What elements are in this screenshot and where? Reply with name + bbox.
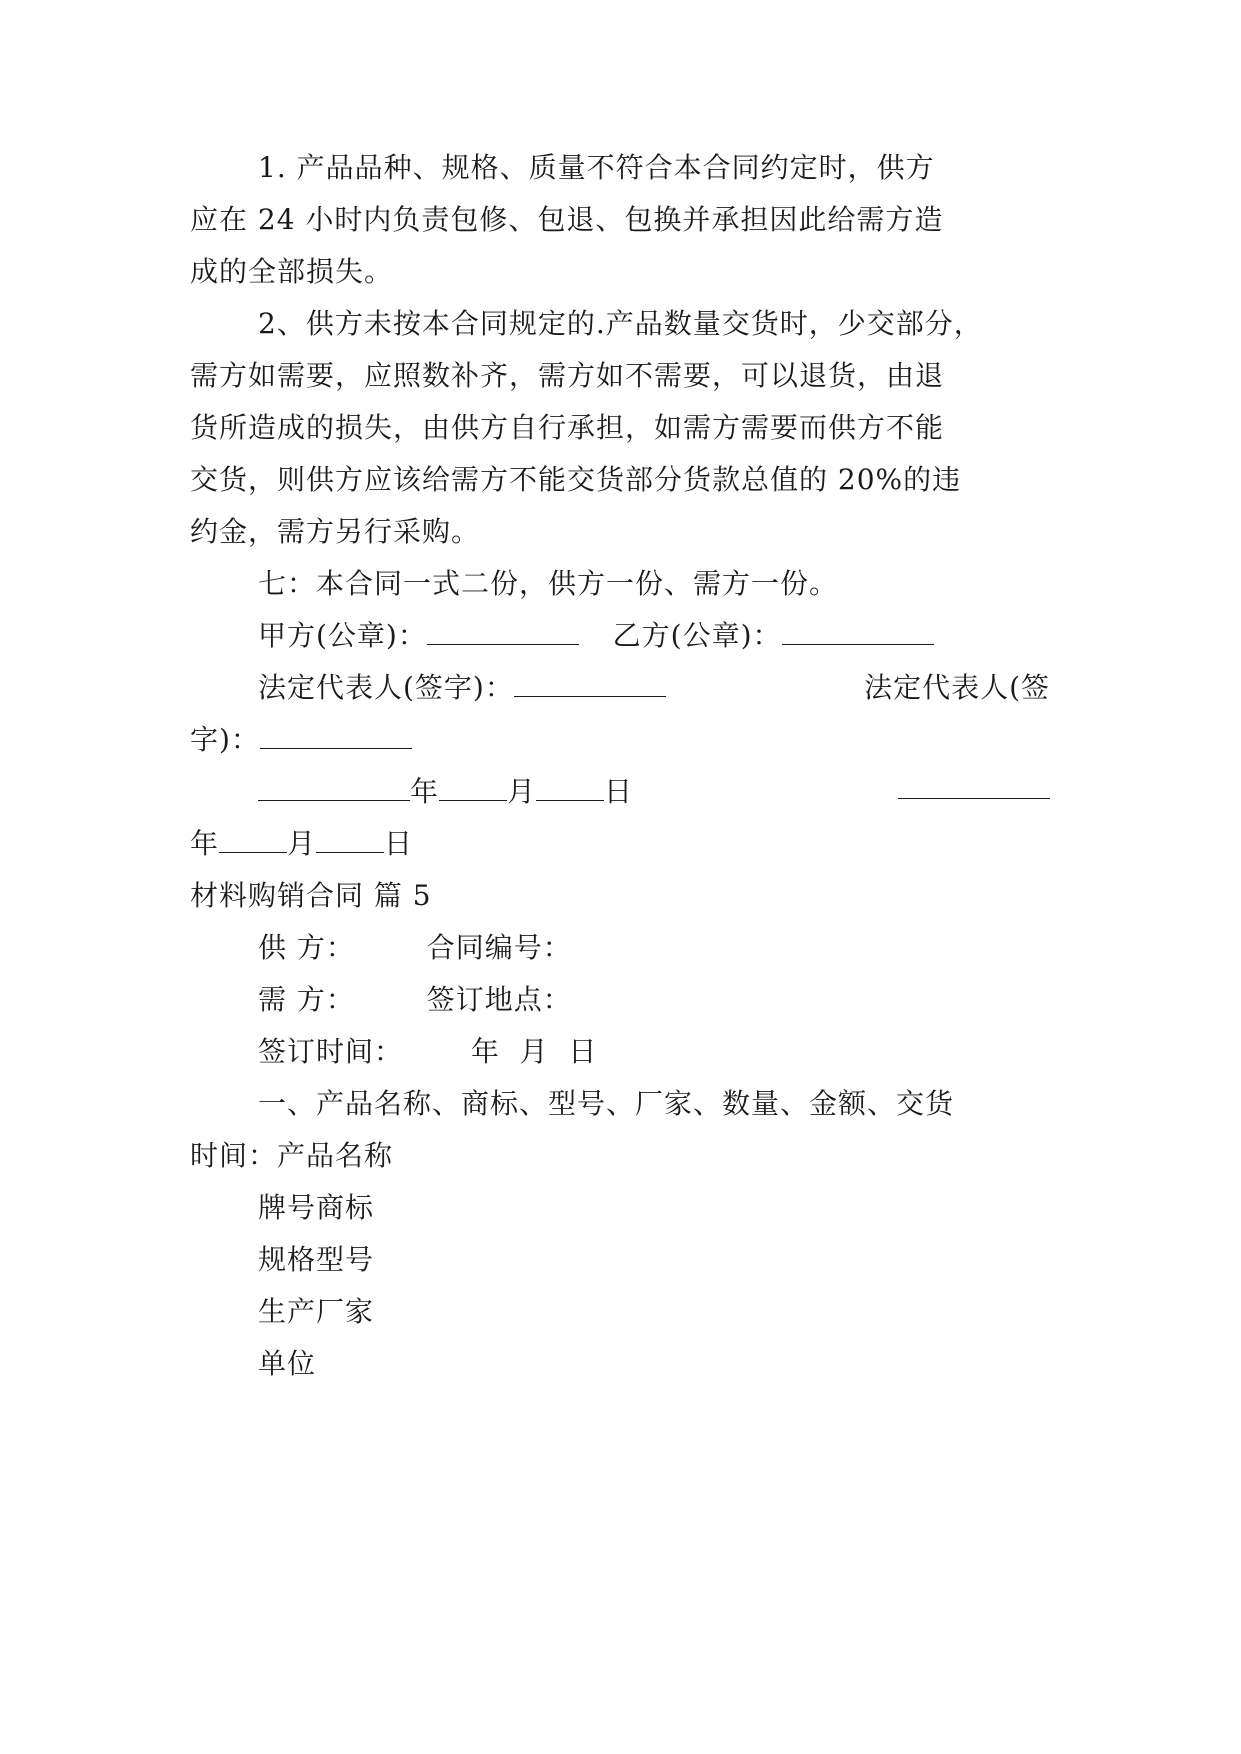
clause1-line3: 成的全部损失。 (190, 255, 394, 288)
clause1-line1: 1. 产品品种、规格、质量不符合本合同约定时，供方 (258, 151, 935, 184)
sign-time-date: 年 月 日 (470, 1035, 598, 1068)
clause1-line2: 应在 24 小时内负责包修、包退、包换并承担因此给需方造 (190, 203, 944, 236)
party-a-blank (427, 620, 579, 645)
clause2-line3: 货所造成的损失，由供方自行承担，如需方需要而供方不能 (190, 411, 945, 444)
clause2-line5: 约金，需方另行采购。 (190, 515, 481, 548)
party-seal-row (258, 618, 1241, 654)
buyer-label: 需 方： (258, 983, 355, 1016)
buyer-row (258, 982, 1241, 1018)
section1-line2: 时间：产品名称 (190, 1139, 394, 1172)
rep-label-2-part1: 法定代表人(签 (864, 671, 1050, 704)
sign-place-label: 签订地点： (426, 983, 572, 1016)
month-label-1: 月 (507, 775, 537, 808)
list-item: 生产厂家 (258, 1295, 375, 1328)
clause2-line2: 需方如需要，应照数补齐，需方如不需要，可以退货，由退 (190, 359, 945, 392)
clause2-line4: 交货，则供方应该给需方不能交货部分货款总值的 20%的违 (190, 463, 962, 496)
date-day-blank-1 (536, 776, 604, 801)
year-label-1: 年 (410, 775, 440, 808)
rep-blank-1 (514, 672, 666, 697)
list-item: 牌号商标 (258, 1191, 375, 1224)
list-item: 规格型号 (258, 1243, 375, 1276)
section-title: 材料购销合同 篇 5 (190, 879, 432, 912)
date-row-cont (190, 826, 1241, 862)
rep-blank-2 (260, 724, 412, 749)
sign-time-row (258, 1034, 1241, 1070)
rep-row (258, 670, 1050, 706)
supplier-row (258, 930, 1241, 966)
date-month-blank-1 (439, 776, 507, 801)
supplier-label: 供 方： (258, 931, 355, 964)
clause2-line1: 2、供方未按本合同规定的.产品数量交货时，少交部分， (258, 307, 983, 340)
date-year-blank-1 (258, 776, 410, 801)
month-label-2: 月 (287, 827, 317, 860)
list-item: 单位 (258, 1347, 317, 1380)
day-label-2: 日 (384, 827, 414, 860)
date-day-blank-2 (316, 828, 384, 853)
sign-time-label: 签订时间： (258, 1035, 404, 1068)
section1-line1: 一、产品名称、商标、型号、厂家、数量、金额、交货 (258, 1087, 955, 1120)
contract-no-label: 合同编号： (426, 931, 572, 964)
rep-row-cont (190, 722, 1241, 758)
party-b-blank (782, 620, 934, 645)
rep-label-1: 法定代表人(签字)： (258, 671, 514, 704)
rep-label-2-part2: 字)： (190, 723, 260, 756)
date-row (258, 774, 1050, 810)
day-label-1: 日 (604, 775, 634, 808)
year-label-2: 年 (190, 827, 220, 860)
clause7: 七：本合同一式二份，供方一份、需方一份。 (258, 567, 839, 600)
date-month-blank-2 (219, 828, 287, 853)
party-b-label: 乙方(公章)： (612, 619, 782, 652)
party-a-label: 甲方(公章)： (258, 619, 427, 652)
date-year-blank-2 (898, 774, 1050, 799)
